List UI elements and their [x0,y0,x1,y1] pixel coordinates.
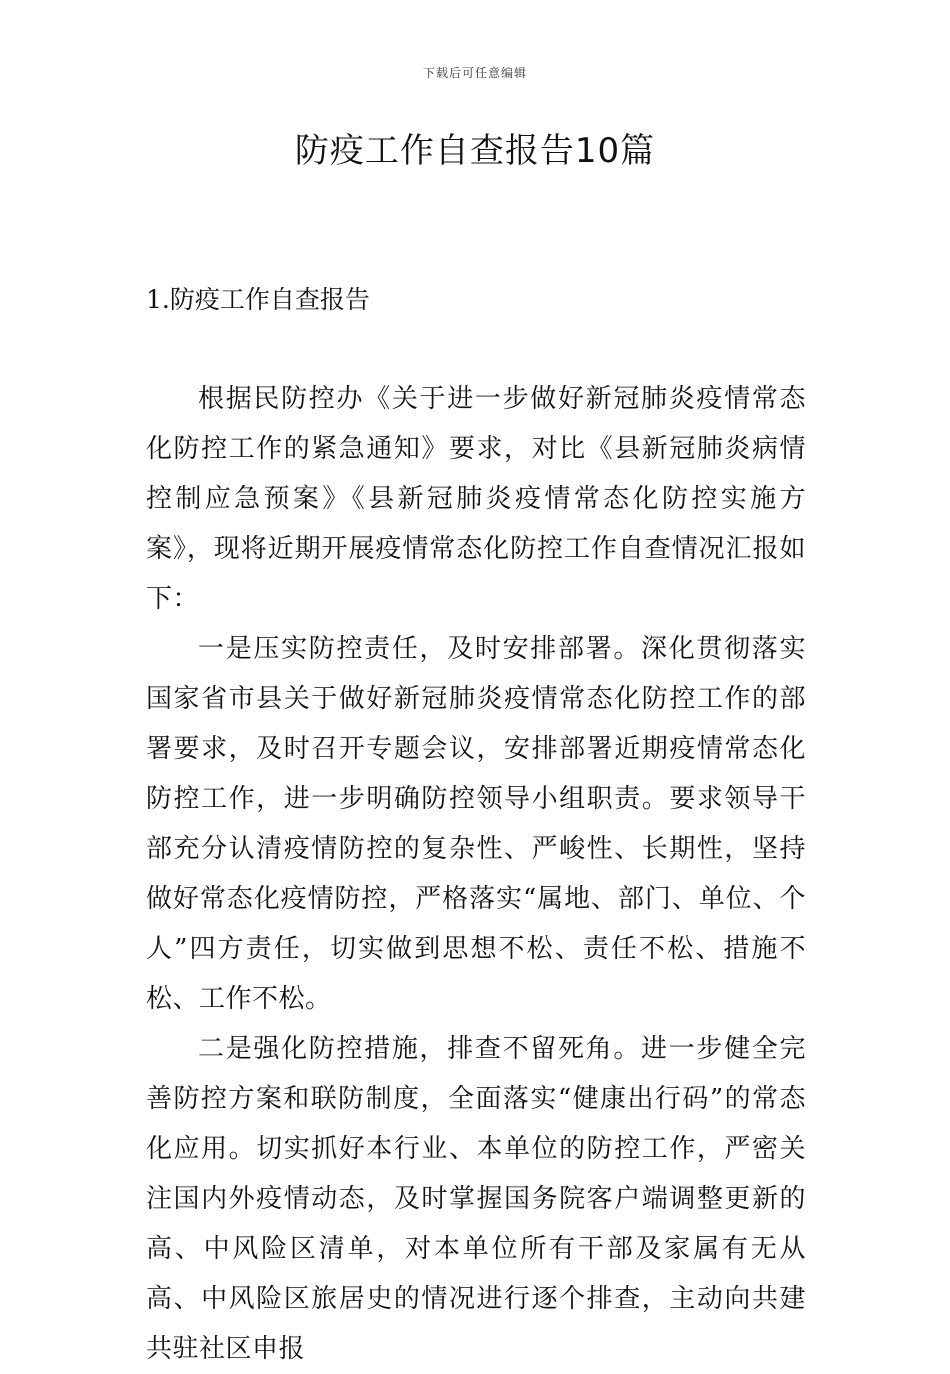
header-note: 下载后可任意编辑 [422,66,527,80]
paragraph-responsibility: 一是压实防控责任，及时安排部署。深化贯彻落实国家省市县关于做好新冠肺炎疫情常态化防控工作的部署要求，及时召开专题会议，安排部署近期疫情常态化防控工作，进一步明确防控领导小组职责。要求领导干部充分认清疫情防控的复杂性、严峻性、长期性，坚持做好常态化疫情防控，严格落实“属地、部门、单位、个人”四方责任，切实做到思想不松、责任不松、措施不松、工作不松。 [146,634,806,1014]
body-text [146,374,806,1374]
document-title: 防疫工作自查报告10篇 [294,131,656,171]
paragraph-intro: 根据民防控办《关于进一步做好新冠肺炎疫情常态化防控工作的紧急通知》要求，对比《县新冠肺炎病情控制应急预案》《县新冠肺炎疫情常态化防控实施方案》，现将近期开展疫情常态化防控工作自查情况汇报如下： [146,384,806,614]
section-heading: 1.防疫工作自查报告 [146,285,370,314]
paragraph-measures: 二是强化防控措施，排查不留死角。进一步健全完善防控方案和联防制度，全面落实“健康出行码”的常态化应用。切实抓好本行业、本单位的防控工作，严密关注国内外疫情动态，及时掌握国务院客户端调整更新的高、中风险区清单，对本单位所有干部及家属有无从高、中风险区旅居史的情况进行逐个排查，主动向共建共驻社区申报 [146,1034,806,1364]
